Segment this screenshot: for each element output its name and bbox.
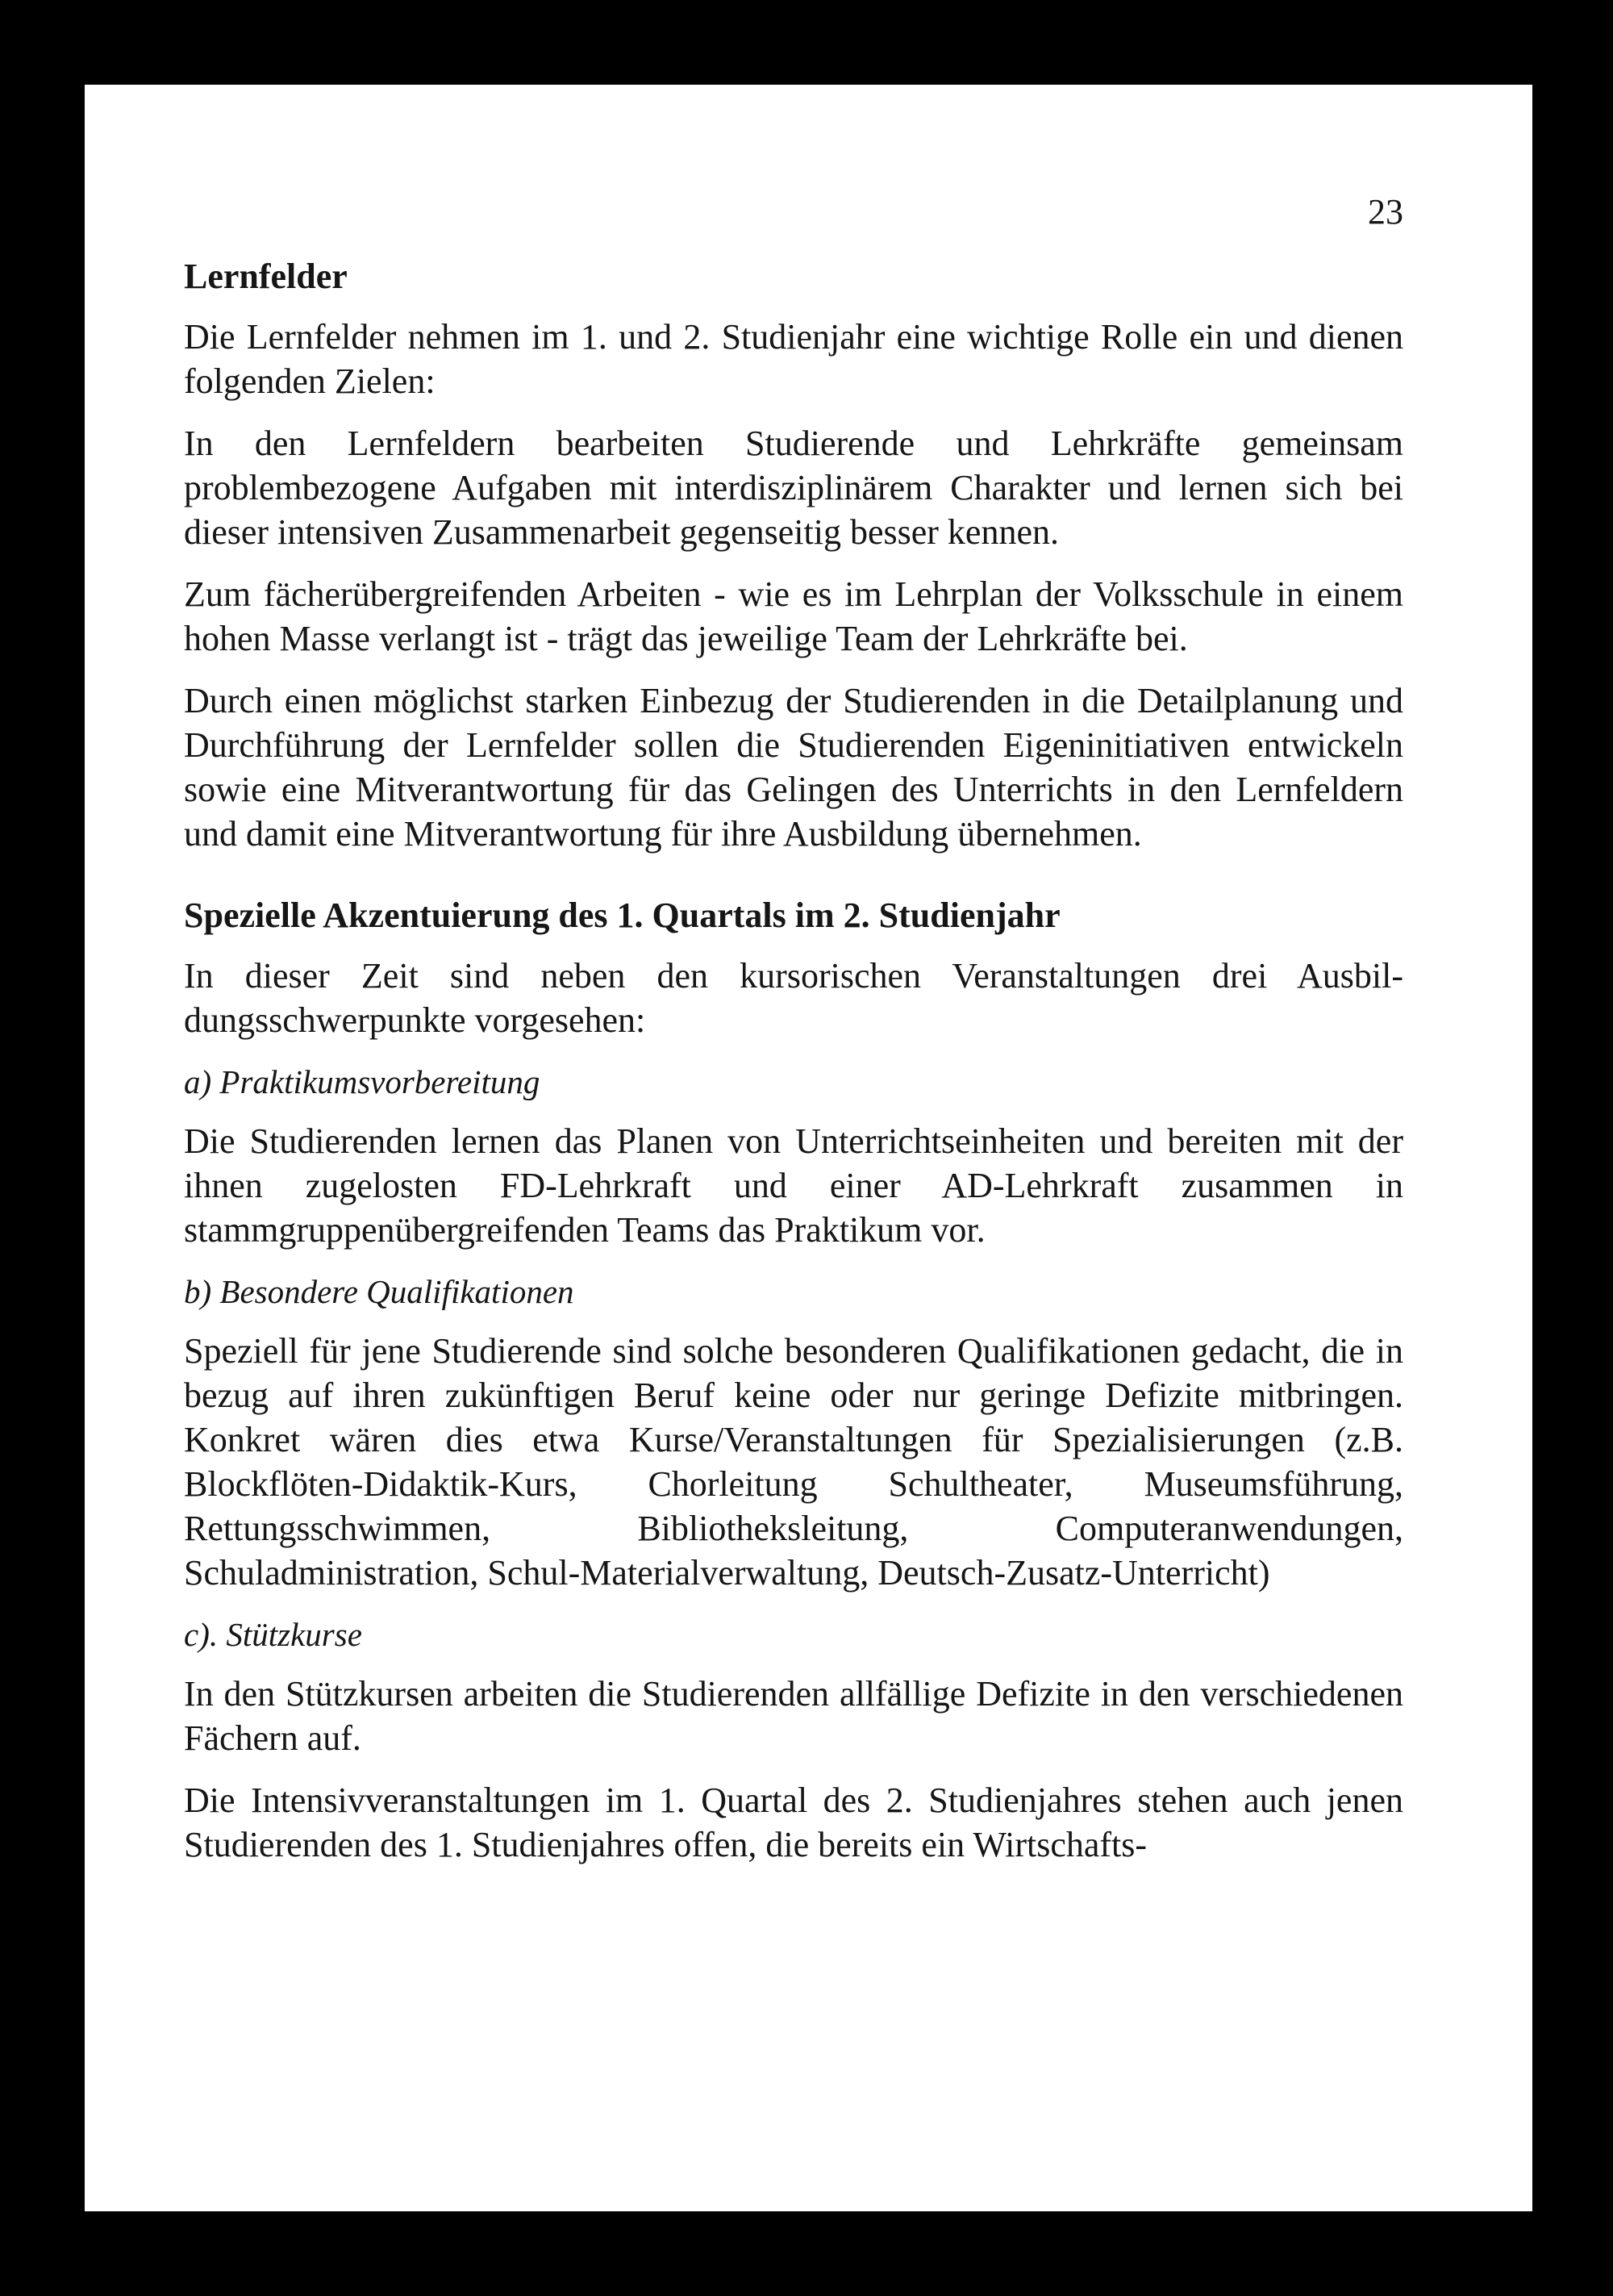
paragraph-intro: Die Lernfelder nehmen im 1. und 2. Studienjahr eine wichtige Rolle ein und dienen folgenden Zielen: bbox=[184, 317, 1403, 401]
paragraph-zeit: In dieser Zeit sind neben den kursorischen Veranstaltungen drei Ausbildungsschwerpunkte vorgesehen: bbox=[184, 956, 1403, 1040]
page-content bbox=[184, 254, 1403, 1885]
paragraph-einbezug: Durch einen möglichst starken Einbezug der Studierenden in die Detailplanung und Durchführung der Lernfelder sollen die Studierenden Eigeninitiativen entwickeln sowie eine Mitverantwortung für das Gelingen des Unterrichts in den Lernfeldern und damit eine Mitverantwortung für ihre Ausbildung übernehmen. bbox=[184, 681, 1403, 854]
document-page bbox=[85, 85, 1532, 2211]
subheading-besondere-qualifikationen: b) Besondere Qualifikationen bbox=[184, 1273, 574, 1310]
subheading-praktikumsvorbereitung: a) Praktikumsvorbereitung bbox=[184, 1063, 540, 1100]
paragraph-praktikum: Die Studierenden lernen das Planen von Unterrichtseinheiten und bereiten mit der ihnen zugelosten FD-Lehrkraft und einer AD-Lehrkraft zusammen in stammgruppenübergreifenden Teams das Praktikum vor. bbox=[184, 1121, 1403, 1250]
subheading-stuetzkurse: c). Stützkurse bbox=[184, 1616, 362, 1653]
paragraph-intensivveranstaltungen: Die Intensivveranstaltungen im 1. Quartal des 2. Studienjahres stehen auch jenen Studierenden des 1. Studienjahres offen, die bereits ein Wirtschafts- bbox=[184, 1780, 1403, 1864]
paragraph-problem: In den Lernfeldern bearbeiten Studierende und Lehrkräfte gemeinsam problembezogene Aufgaben mit interdisziplinärem Charakter und lernen sich bei dieser intensiven Zusammenarbeit gegenseitig besser kennen. bbox=[184, 424, 1403, 552]
heading-akzentuierung: Spezielle Akzentuierung des 1. Quartals im 2. Studienjahr bbox=[184, 895, 1061, 935]
heading-lernfelder: Lernfelder bbox=[184, 257, 348, 296]
paragraph-stuetzkurse: In den Stützkursen arbeiten die Studierenden allfällige Defizite in den verschiedenen Fächern auf. bbox=[184, 1674, 1403, 1758]
paragraph-faecher: Zum fächerübergreifenden Arbeiten - wie es im Lehrplan der Volksschule in einem hohen Masse verlangt ist - trägt das jeweilige Team der Lehrkräfte bei. bbox=[184, 574, 1403, 658]
paragraph-qualifikationen: Speziell für jene Studierende sind solche besonderen Qualifikationen gedacht, die in bezug auf ihren zukünftigen Beruf keine oder nur geringe Defizite mitbringen. Konkret wären dies etwa Kurse/Veranstaltungen für Spezialisierungen (z.B. Blockflöten-Didaktik-Kurs, Chorleitung Schultheater, Museumsführung, Rettungsschwimmen, Bibliotheksleitung, Computeranwendungen, Schuladministration, Schul-Materialverwaltung, Deutsch-Zusatz-Unterricht) bbox=[184, 1331, 1403, 1593]
page-number: 23 bbox=[1368, 192, 1403, 232]
